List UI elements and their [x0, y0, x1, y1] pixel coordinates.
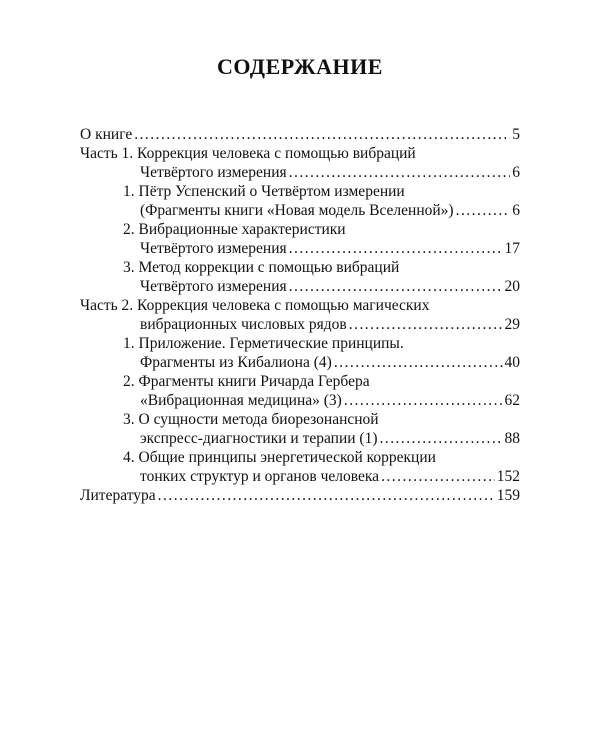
toc-entry[interactable]: [80, 448, 520, 486]
toc-entry-text: «Вибрационная медицина» (3): [140, 392, 342, 409]
toc-entry-text: (Фрагменты книги «Новая модель Вселенной»): [140, 202, 454, 219]
toc-entry-text: Четвёртого измерения: [140, 164, 287, 181]
toc-entry-text: Литература: [80, 487, 156, 504]
toc-entry[interactable]: [80, 182, 520, 220]
dot-leader: [289, 163, 511, 182]
page-title: СОДЕРЖАНИЕ: [217, 54, 383, 79]
toc-entry-line: 1. Пётр Успенский о Четвёртом измерении: [123, 183, 405, 200]
dot-leader: [381, 467, 495, 486]
dot-leader: [456, 201, 511, 220]
toc-entry-line: 2. Фрагменты книги Ричарда Гербера: [123, 373, 370, 390]
toc-entry-line: [80, 486, 520, 505]
toc-entry-line: 4. Общие принципы энергетической коррекции: [123, 449, 436, 466]
table-of-contents: [80, 125, 520, 505]
toc-entry[interactable]: [80, 125, 520, 144]
toc-entry-line: [80, 429, 520, 448]
toc-entry[interactable]: [80, 410, 520, 448]
toc-entry-text: Четвёртого измерения: [140, 240, 287, 257]
toc-entry-line: [80, 277, 520, 296]
toc-page-number: 159: [496, 487, 520, 504]
toc-page-number: 152: [496, 468, 520, 485]
dot-leader: [349, 315, 503, 334]
toc-page-number: 88: [504, 430, 520, 447]
dot-leader: [289, 239, 503, 258]
toc-entry-line: 2. Вибрационные характеристики: [123, 221, 346, 238]
toc-entry-line: [80, 353, 520, 372]
toc-entry[interactable]: [80, 334, 520, 372]
toc-entry-text: Фрагменты из Кибалиона (4): [140, 354, 332, 371]
toc-page-number: 6: [512, 164, 520, 181]
toc-entry[interactable]: [80, 486, 520, 505]
toc-page-number: 5: [512, 126, 520, 143]
toc-entry-line: 3. О сущности метода биорезонансной: [123, 411, 379, 428]
toc-entry-text: экспресс-диагностики и терапии (1): [140, 430, 378, 447]
toc-entry-text: вибрационных числовых рядов: [140, 316, 347, 333]
toc-entry-text: О книге: [80, 126, 133, 143]
toc-entry-line: [80, 315, 520, 334]
toc-page-number: 62: [504, 392, 520, 409]
toc-entry-line: [80, 467, 520, 486]
toc-entry[interactable]: [80, 144, 520, 182]
toc-page-number: 6: [512, 202, 520, 219]
toc-entry-line: [80, 125, 520, 144]
toc-entry-line: [80, 239, 520, 258]
toc-page-number: 20: [504, 278, 520, 295]
toc-entry-line: Часть 2. Коррекция человека с помощью магических: [80, 297, 430, 314]
toc-entry-text: Четвёртого измерения: [140, 278, 287, 295]
toc-entry[interactable]: [80, 372, 520, 410]
toc-page-number: 29: [504, 316, 520, 333]
toc-entry-line: 3. Метод коррекции с помощью вибраций: [123, 259, 400, 276]
dot-leader: [334, 353, 503, 372]
toc-entry[interactable]: [80, 258, 520, 296]
toc-entry[interactable]: [80, 296, 520, 334]
toc-entry[interactable]: [80, 220, 520, 258]
dot-leader: [134, 125, 510, 144]
dot-leader: [158, 486, 495, 505]
dot-leader: [289, 277, 503, 296]
dot-leader: [380, 429, 503, 448]
toc-entry-line: [80, 201, 520, 220]
toc-entry-line: [80, 391, 520, 410]
toc-entry-line: 1. Приложение. Герметические принципы.: [123, 335, 404, 352]
dot-leader: [344, 391, 503, 410]
toc-page-number: 17: [504, 240, 520, 257]
toc-entry-line: [80, 163, 520, 182]
toc-entry-line: Часть 1. Коррекция человека с помощью вибраций: [80, 145, 416, 162]
toc-entry-text: тонких структур и органов человека: [140, 468, 380, 485]
toc-page-number: 40: [504, 354, 520, 371]
